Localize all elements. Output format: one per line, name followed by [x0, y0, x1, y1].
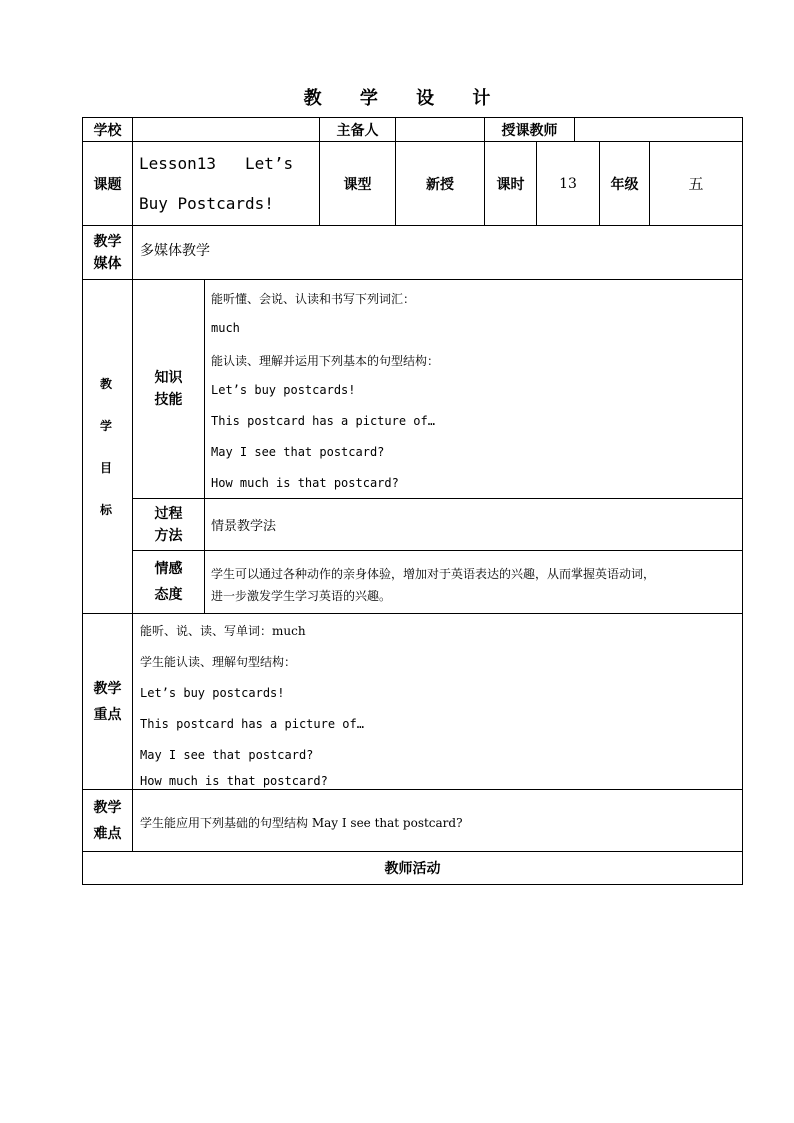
key-point-line: This postcard has a picture of…	[140, 717, 364, 731]
goals-label	[82, 279, 133, 614]
difficulties-content	[132, 789, 743, 852]
school-value[interactable]	[132, 117, 320, 142]
knowledge-label: 知识 技能	[132, 279, 205, 499]
key-point-line: 能听、说、读、写单词：much	[140, 624, 306, 638]
knowledge-line: This postcard has a picture of…	[211, 414, 435, 428]
key-point-line: May I see that postcard?	[140, 748, 314, 762]
knowledge-line: Let’s buy postcards!	[211, 383, 356, 397]
difficulties-label: 教学 难点	[82, 789, 133, 852]
knowledge-line: much	[211, 321, 240, 335]
teacher-activities-header: 教师活动	[82, 851, 743, 885]
type-value: 新授	[395, 141, 485, 226]
process-label: 过程 方法	[132, 498, 205, 551]
topic-value	[132, 141, 320, 226]
knowledge-line: 能认读、理解并运用下列基本的句型结构：	[211, 354, 440, 368]
media-label: 教学 媒体	[82, 225, 133, 280]
grade-label: 年级	[599, 141, 650, 226]
emotion-line-2: 进一步激发学生学习英语的兴趣。	[211, 589, 392, 603]
document-title: 教 学 设 计	[303, 88, 507, 109]
key-point-line: Let’s buy postcards!	[140, 686, 285, 700]
teacher-label: 授课教师	[484, 117, 575, 142]
key-point-line: How much is that postcard?	[140, 774, 328, 788]
grade-value: 五	[649, 141, 743, 226]
emotion-label: 情感 态度	[132, 550, 205, 614]
emotion-line-1: 学生可以通过各种动作的亲身体验，增加对于英语表达的兴趣，从而掌握英语动词，	[211, 567, 656, 581]
topic-line-1: Lesson13 Let’s	[139, 154, 294, 173]
goals-char-3: 目	[100, 461, 113, 475]
media-value: 多媒体教学	[132, 225, 743, 280]
period-value: 13	[536, 141, 600, 226]
topic-label: 课题	[82, 141, 133, 226]
process-content: 情景教学法	[204, 498, 743, 551]
preparer-label: 主备人	[319, 117, 396, 142]
knowledge-line: May I see that postcard?	[211, 445, 385, 459]
key-points-label: 教学 重点	[82, 613, 133, 790]
topic-line-2: Buy Postcards!	[139, 194, 274, 213]
goals-char-2: 学	[100, 419, 113, 433]
emotion-content	[204, 550, 743, 614]
goals-char-4: 标	[100, 503, 113, 517]
knowledge-line: 能听懂、会说、认读和书写下列词汇：	[211, 292, 416, 306]
difficulties-text: 学生能应用下列基础的句型结构 May I see that postcard?	[140, 816, 463, 830]
teacher-value[interactable]	[574, 117, 743, 142]
goals-char-1: 教	[100, 377, 113, 391]
type-label: 课型	[319, 141, 396, 226]
knowledge-line: How much is that postcard?	[211, 476, 399, 490]
school-label: 学校	[82, 117, 133, 142]
key-points-content	[132, 613, 743, 790]
preparer-value[interactable]	[395, 117, 485, 142]
knowledge-content	[204, 279, 743, 499]
period-label: 课时	[484, 141, 537, 226]
key-point-line: 学生能认读、理解句型结构：	[140, 655, 297, 669]
